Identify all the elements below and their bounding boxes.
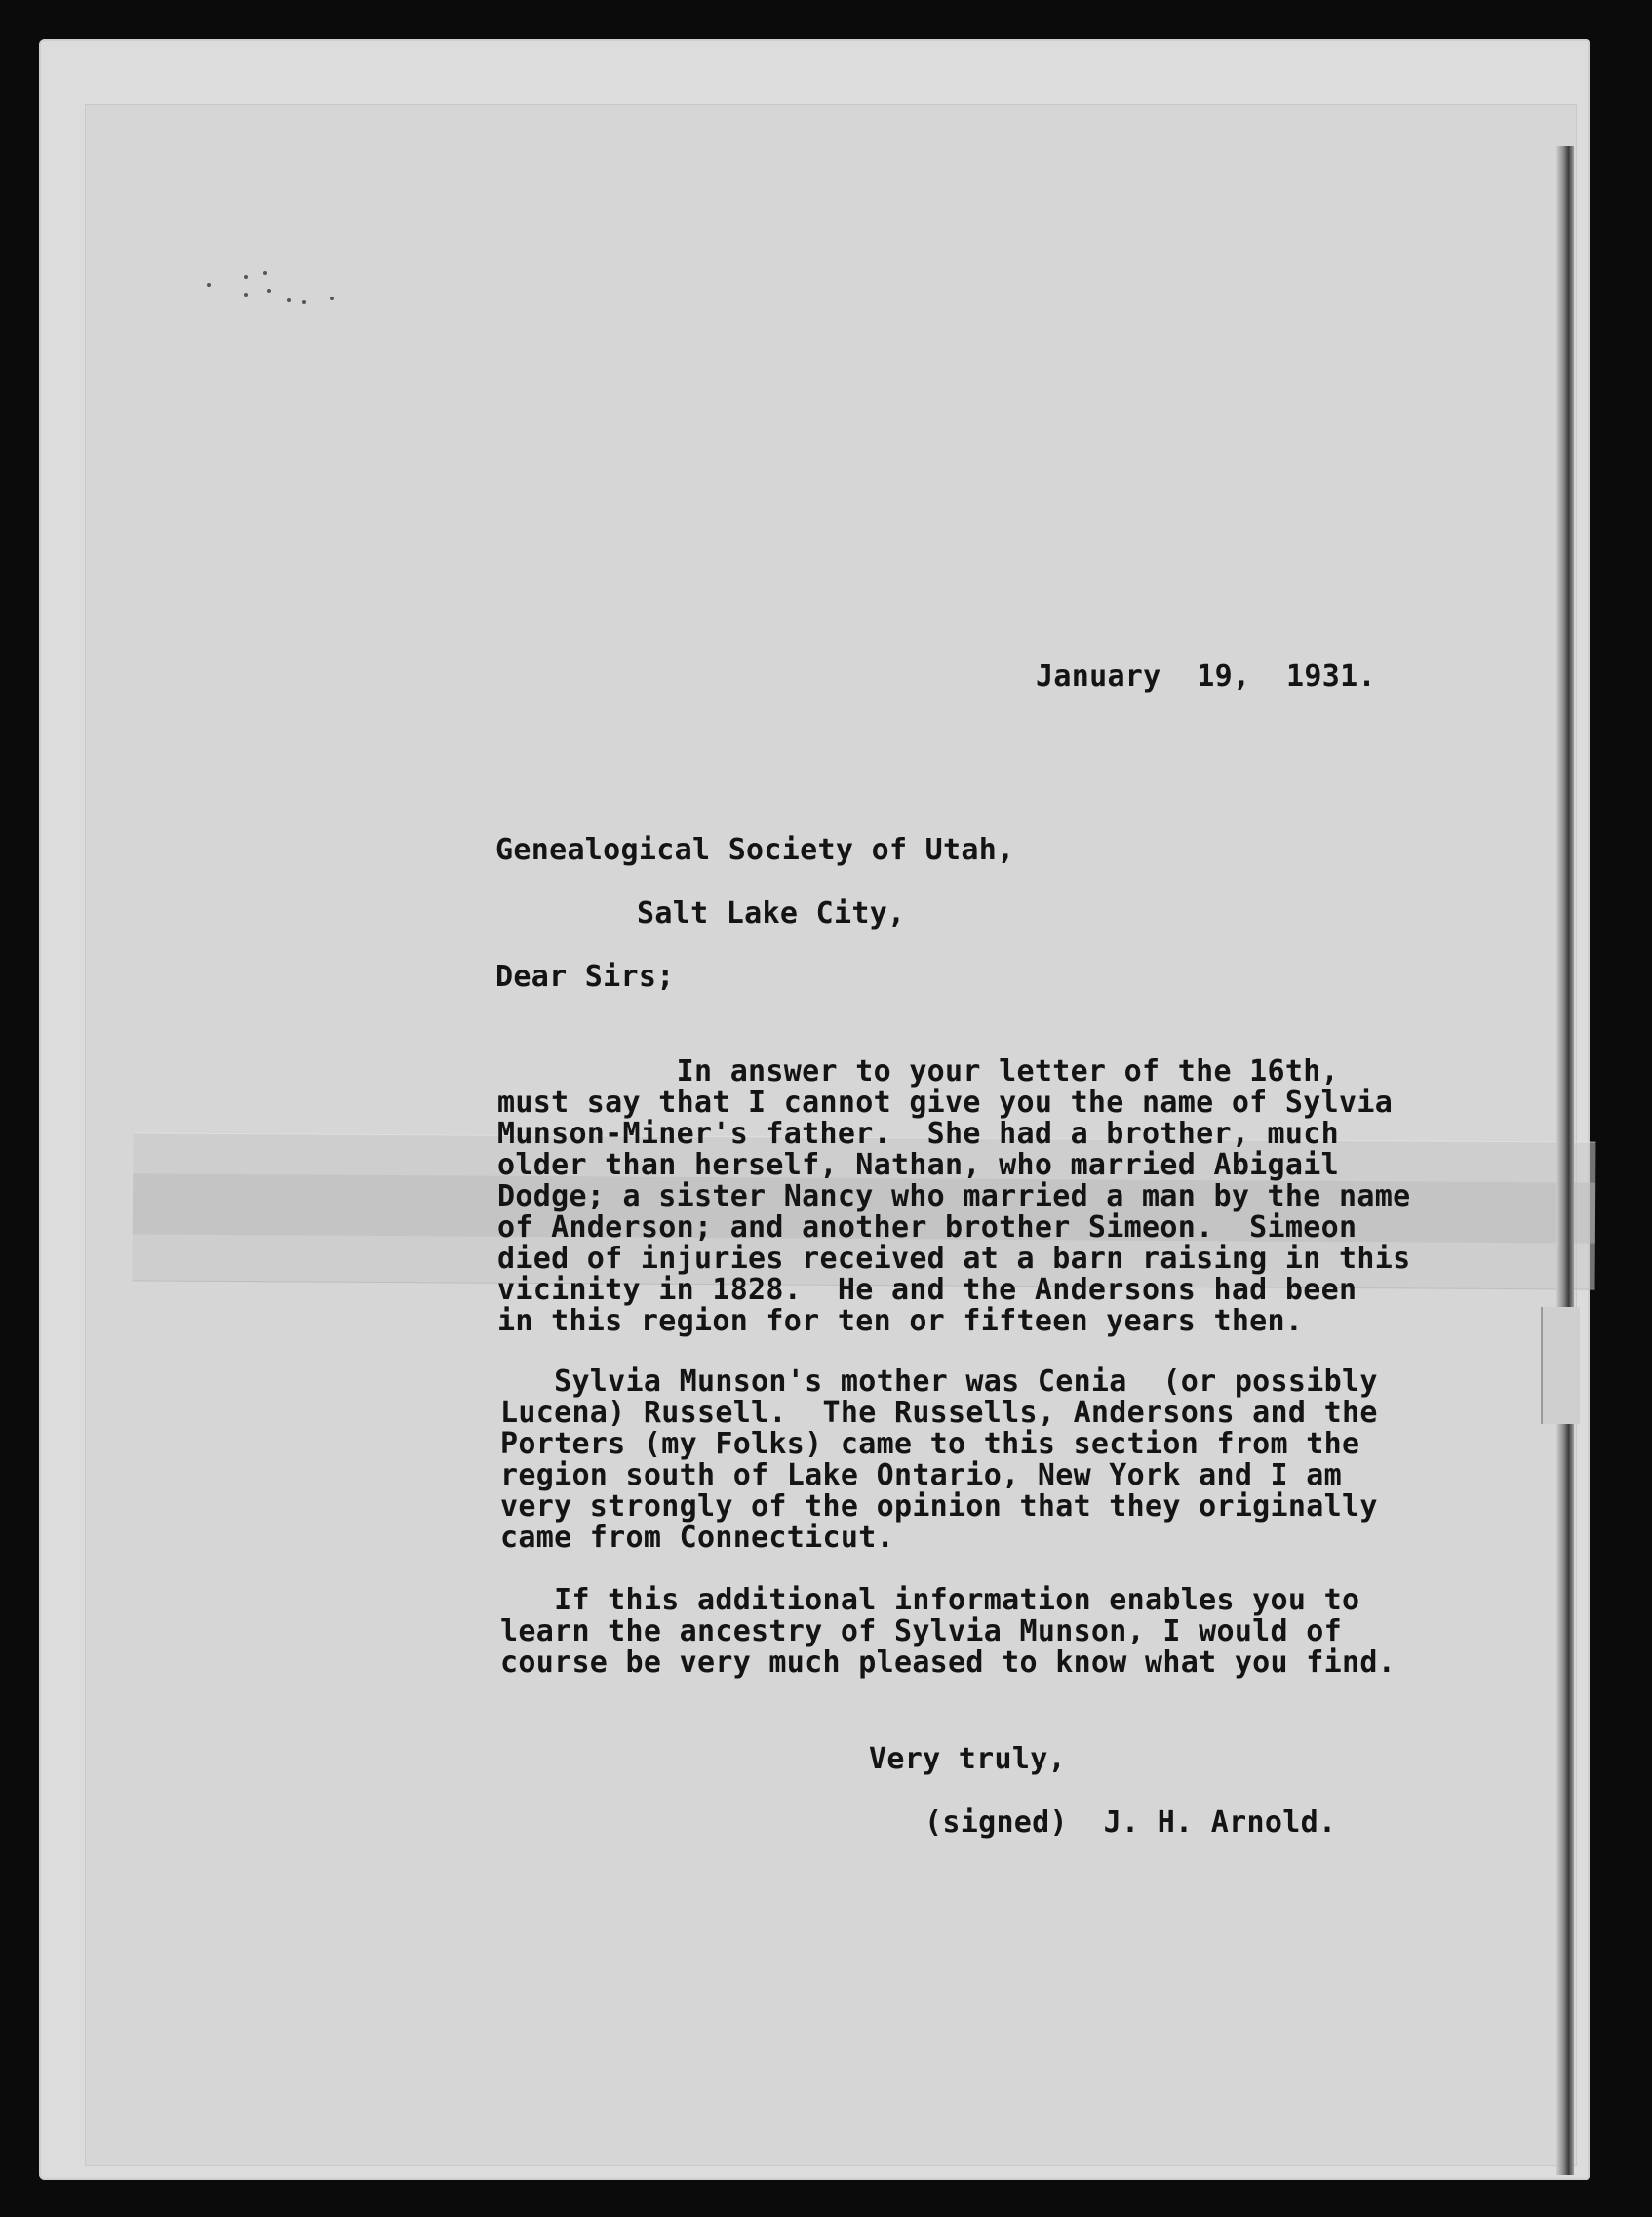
speck (207, 283, 211, 287)
recipient-city: Salt Lake City, (637, 896, 906, 930)
page-edge-tab (1541, 1307, 1580, 1424)
speck (244, 293, 248, 297)
paper-sheet (39, 39, 1590, 2180)
speck (267, 289, 271, 293)
corner-marks (205, 269, 361, 318)
speck (244, 275, 248, 279)
speck (302, 300, 306, 304)
letter-date: January 19, 1931. (1036, 659, 1376, 693)
salutation: Dear Sirs; (495, 960, 675, 994)
page-edge-shadow (1556, 146, 1574, 2175)
signature-line: (signed) J. H. Arnold. (924, 1805, 1337, 1840)
recipient-name: Genealogical Society of Utah, (495, 833, 1015, 867)
body-paragraph-1: In answer to your letter of the 16th, must say that I cannot give you the name of Sylvia Munson-Miner's father. She had a brother, much older than herself, Nathan, who married Abigail Dodge; a sister Nancy who married a man by the name of Anderson; and another brother Simeon. Simeon died of injuries received at a barn raising in this vicinity in 1828. He and the Andersons had been in this region for ten or fifteen years then. (497, 1054, 1411, 1338)
body-paragraph-3: If this additional information enables you to learn the ancestry of Sylvia Munson, I would of course be very much pleased to know what you find. (500, 1583, 1396, 1680)
speck (330, 297, 334, 300)
speck (287, 298, 291, 302)
body-paragraph-2: Sylvia Munson's mother was Cenia (or possibly Lucena) Russell. The Russells, Andersons and the Porters (my Folks) came to this section from the region south of Lake Ontario, New York and I am very strongly of the opinion that they originally came from Connecticut. (500, 1365, 1378, 1555)
closing: Very truly, (869, 1742, 1066, 1776)
letter-page (86, 105, 1576, 2165)
speck (263, 271, 267, 275)
